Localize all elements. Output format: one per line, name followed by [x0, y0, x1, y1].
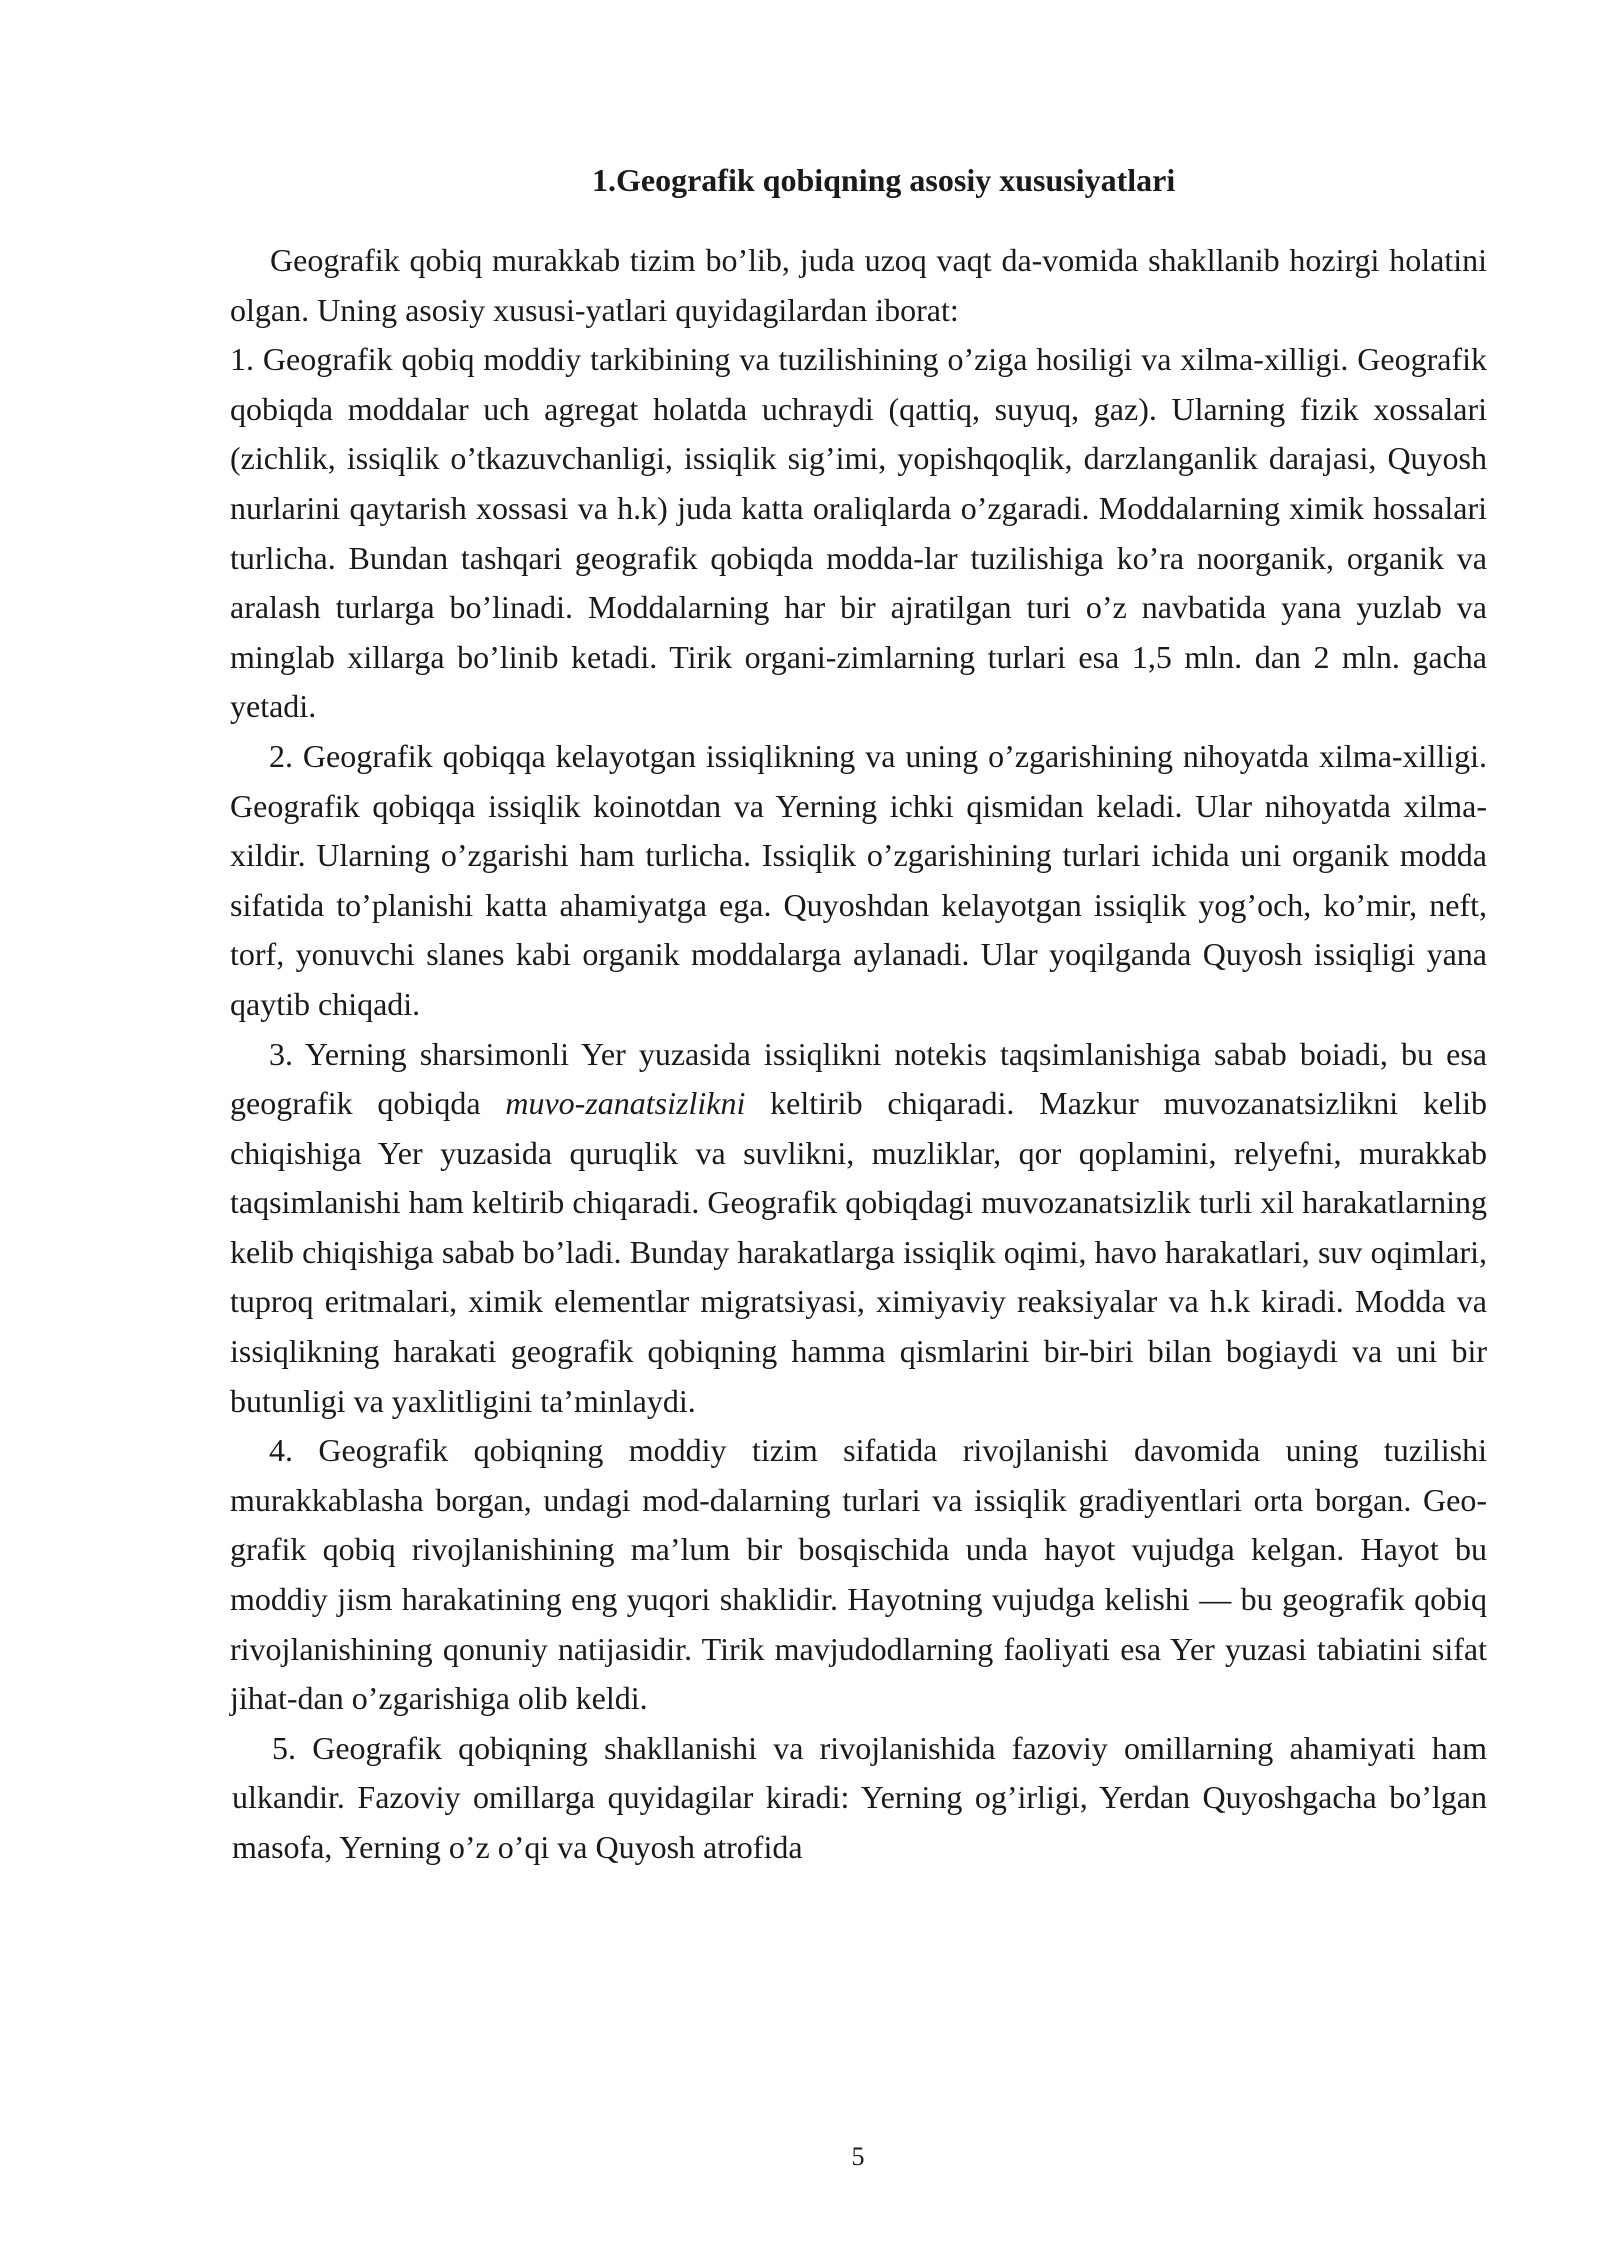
item-4-paragraph: 4. Geografik qobiqning moddiy tizim sifatida rivojlanishi davomida uning tuzilishi murakkablasha borgan, undagi mod-dalarning turlari va issiqlik gradiyentlari orta borgan. Geo-grafik qobiq rivojlanishining ma’lum bir bosqischida unda hayot vujudga kelgan. Hayot bu moddiy jism harakatining eng yuqori shaklidir. Hayotning vujudga kelishi — bu geografik qobiq rivojlanishining qonuniy natijasidir. Tirik mavjudodlarning faoliyati esa Yer yuzasi tabiatini sifat jihat-dan o’zgarishiga olib keldi.	[230, 1432, 1487, 1717]
body-text	[230, 236, 1487, 1873]
item-3-text-end: keltirib chiqaradi. Mazkur muvozanatsizlikni kelib chiqishiga Yer yuzasida quruqlik va suvlikni, muzliklar, qor qoplamini, relyefni, murakkab taqsimlanishi ham keltirib chiqaradi. Geografik qobiqdagi muvozanatsizlik turli xil harakatlarning kelib chiqishiga sabab bo’ladi. Bunday harakatlarga issiqlik oqimi, havo harakatlari, suv oqimlari, tuproq eritmalari, ximik elementlar migratsiyasi, ximiyaviy reaksiyalar va h.k kiradi. Modda va issiqlikning harakati geografik qobiqning hamma qismlarini bir-biri bilan bogiaydi va uni bir butunligi va yaxlitligini ta’minlaydi.	[230, 1085, 1488, 1419]
item-3-text-start: 3. Yerning sharsimonli Yer yuzasida issiqlikni notekis taqsimlanishiga sabab boiadi, bu esa geografik qobiqda	[230, 1035, 1487, 1122]
item-3-paragraph	[230, 1030, 1487, 1427]
item-1-paragraph: 1. Geografik qobiq moddiy tarkibining va tuzilishining o’ziga hosiligi va xilma-xilligi. Geografik qobiqda moddalar uch agregat holatda uchraydi (qattiq, suyuq, gaz). Ularning fizik xossalari (zichlik, issiqlik o’tkazuvchanligi, issiqlik sig’imi, yopishqoqlik, darzlanganlik darajasi, Quyosh nurlarini qaytarish xossasi va h.k) juda katta oraliqlarda o’zgaradi. Moddalarning ximik hossalari turlicha. Bundan tashqari geografik qobiqda modda-lar tuzilishiga ko’ra noorganik, organik va aralash turlarga bo’linadi. Moddalarning har bir ajratilgan turi o’z navbatida yana yuzlab va minglab xillarga bo’linib ketadi. Tirik organi-zimlarning turlari esa 1,5 mln. dan 2 mln. gacha yetadi.	[230, 341, 1487, 725]
section-title: 1.Geografik qobiqning asosiy xususiyatlari	[592, 162, 1176, 198]
item-3-italic-term: muvo-zanatsizlikni	[505, 1085, 746, 1122]
page-number: 5	[851, 2142, 865, 2171]
item-5-paragraph: 5. Geografik qobiqning shakllanishi va rivojlanishida fazoviy omillarning ahamiyati ham ulkandir. Fazoviy omillarga quyidagilar kiradi: Yerning og’irligi, Yerdan Quyoshgacha bo’lgan masofa, Yerning o’z o’qi va Quyosh atrofida	[232, 1729, 1487, 1865]
intro-paragraph: Geografik qobiq murakkab tizim bo’lib, juda uzoq vaqt da-vomida shakllanib hozirgi holatini olgan. Uning asosiy xususi-yatlari quyidagilardan iborat:	[230, 242, 1487, 328]
item-2-paragraph: 2. Geografik qobiqqa kelayotgan issiqlikning va uning o’zgarishining nihoyatda xilma-xilligi. Geografik qobiqqa issiqlik koinotdan va Yerning ichki qismidan keladi. Ular nihoyatda xilma-xildir. Ularning o’zgarishi ham turlicha. Issiqlik o’zgarishining turlari ichida uni organik modda sifatida to’planishi katta ahamiyatga ega. Quyoshdan kelayotgan issiqlik yog’och, ko’mir, neft, torf, yonuvchi slanes kabi organik moddalarga aylanadi. Ular yoqilganda Quyosh issiqligi yana qaytib chiqadi.	[230, 737, 1487, 1022]
